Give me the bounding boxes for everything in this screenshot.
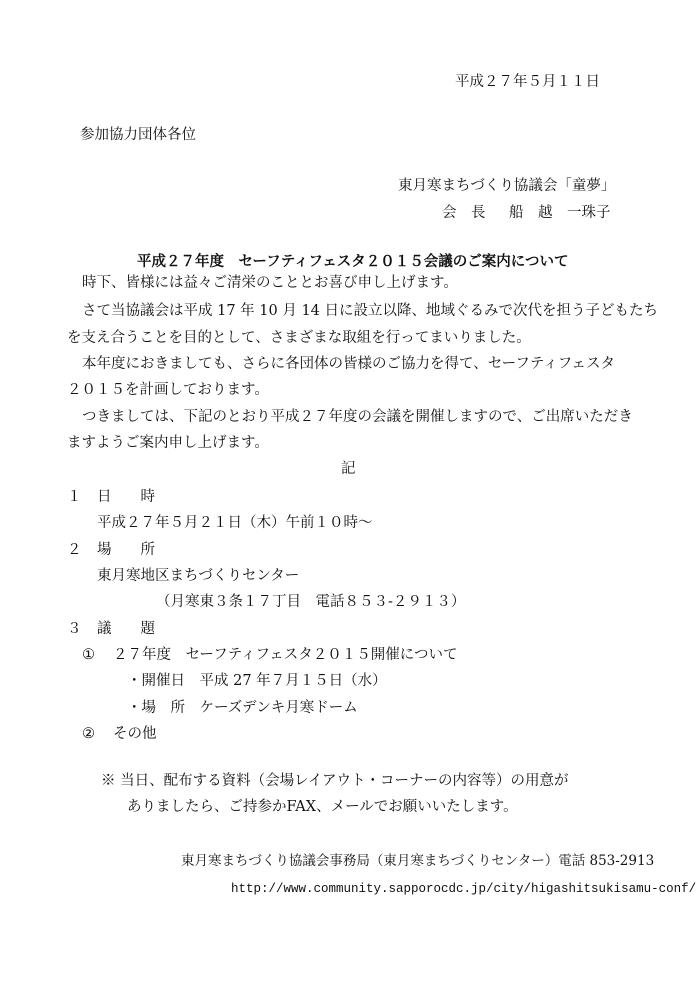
ki-mark: 記 bbox=[341, 461, 356, 477]
item2-value: 東月寒地区まちづくりセンター bbox=[97, 568, 300, 584]
agenda2-number: ② bbox=[82, 726, 95, 742]
item2-address: （月寒東３条１７丁目 電話８５３-２９１３） bbox=[156, 594, 466, 610]
body-line: ２０１５を計画しております。 bbox=[67, 382, 269, 398]
item2-number: ２ bbox=[67, 542, 82, 558]
agenda1-place: ・場 所 ケーズデンキ月寒ドーム bbox=[127, 700, 358, 716]
footer-office: 東月寒まちづくり協議会事務局（東月寒まちづくりセンター）電話 853-2913 bbox=[181, 853, 655, 869]
letter-date: 平成２７年５月１１日 bbox=[455, 74, 600, 90]
agenda1-text: ２７年度 セーフティフェスタ２０１５開催について bbox=[113, 647, 458, 663]
item1-label: 日 時 bbox=[97, 489, 155, 505]
body-line: つきましては、下記のとおり平成２７年度の会議を開催しますので、ご出席いただき bbox=[82, 409, 633, 425]
agenda1-number: ① bbox=[82, 647, 95, 663]
recipient: 参加協力団体各位 bbox=[80, 127, 196, 143]
body-line: 時下、皆様には益々ご清栄のこととお喜び申し上げます。 bbox=[82, 275, 458, 291]
item1-number: １ bbox=[67, 489, 82, 505]
item3-number: ３ bbox=[67, 621, 82, 637]
body-line: さて当協議会は平成 17 年 10 月 14 日に設立以降、地域ぐるみで次代を担う子どもたち bbox=[82, 303, 659, 319]
agenda1-date: ・開催日 平成 27 年７月１５日（水） bbox=[127, 673, 387, 689]
body-line: 本年度におきましても、さらに各団体の皆様のご協力を得て、セーフティフェスタ bbox=[82, 356, 616, 372]
body-line: ますようご案内申し上げます。 bbox=[67, 435, 269, 451]
sender-org: 東月寒まちづくり協議会「童夢」 bbox=[398, 178, 616, 194]
item1-value: 平成２７年５月２１日（木）午前１０時～ bbox=[97, 515, 373, 531]
agenda2-text: その他 bbox=[113, 726, 157, 742]
note-line: ありましたら、ご持参かFAX、メールでお願いいたします。 bbox=[127, 799, 518, 815]
letter-title: 平成２７年度 セーフティフェスタ２０１５会議のご案内について bbox=[137, 254, 569, 270]
body-line: を支え合うことを目的として、さまざまな取組を行ってまいりました。 bbox=[67, 330, 531, 346]
sender-name: 船 越 一珠子 bbox=[509, 205, 611, 221]
item3-label: 議 題 bbox=[97, 621, 155, 637]
sender-title: 会 長 bbox=[442, 205, 486, 221]
item2-label: 場 所 bbox=[97, 542, 155, 558]
note-line: ※ 当日、配布する資料（会場レイアウト・コーナーの内容等）の用意が bbox=[101, 773, 569, 789]
footer-url: http://www.community.sapporocdc.jp/city/higashitsukisamu-conf/ bbox=[231, 882, 697, 896]
